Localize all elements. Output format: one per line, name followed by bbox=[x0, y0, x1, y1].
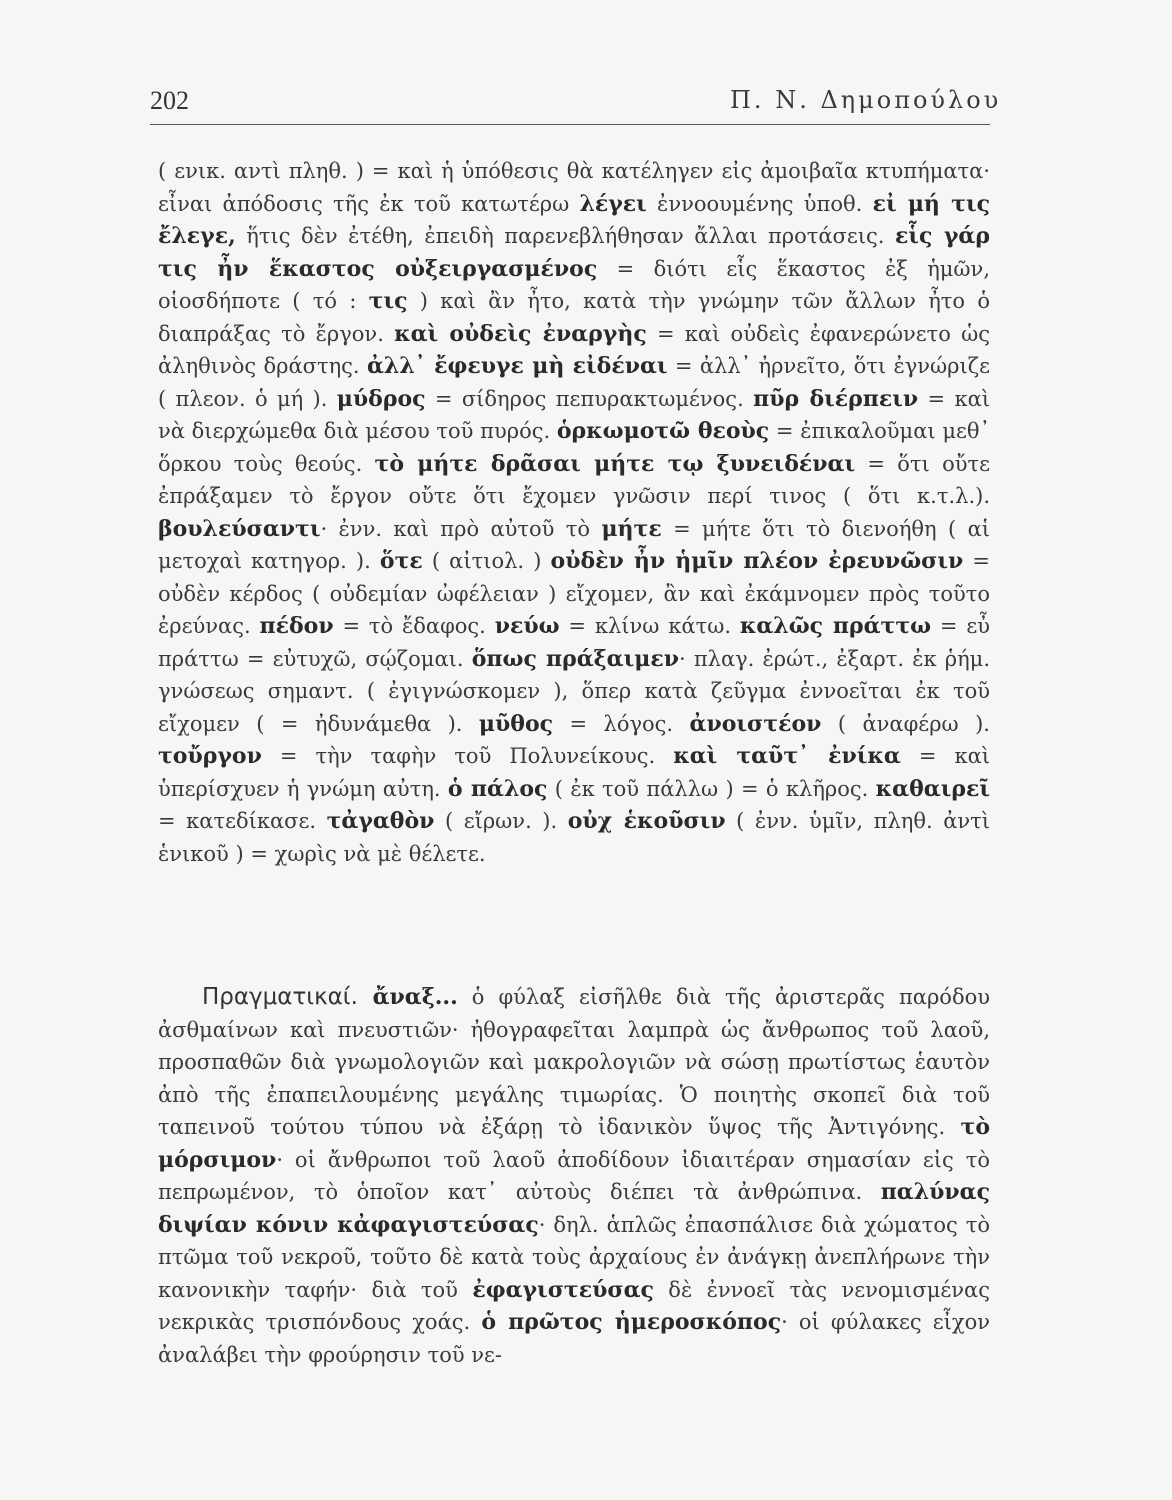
lemma: τις bbox=[368, 288, 408, 314]
gloss-text: = εὖ πράττω = εὐτυχῶ, σῴζομαι. bbox=[158, 614, 991, 671]
gloss-text: = ἐπικαλοῦμαι μεθ᾽ ὅρκου τοὺς θεούς. bbox=[158, 419, 990, 476]
gloss-text: ( εἴρων. ). bbox=[434, 809, 568, 833]
gloss-text: = καὶ ὑπερίσχυεν ἡ γνώμη αὐτη. bbox=[158, 744, 991, 801]
lemma: καθαιρεῖ bbox=[875, 775, 990, 802]
lemma: τὸ μήτε δρᾶσαι μήτε τῳ ξυνειδέναι bbox=[374, 450, 856, 477]
gloss-text: · πλαγ. ἐρώτ., ἐξαρτ. ἐκ ῥήμ. γνώσεως σημαντ. ( ἐγιγνώσκομεν ), ὅπερ κατὰ ζεῦγμα ἐννοεῖται ἐκ τοῦ εἴχομεν ( = ἠδυνάμεθα ). bbox=[158, 646, 991, 736]
lemma: καλῶς πράττω bbox=[739, 613, 932, 639]
gloss-text: = σίδηρος πεπυρακτωμένος. bbox=[425, 386, 754, 411]
lemma: εἰ μή τις ἔλεγε, bbox=[158, 190, 991, 249]
gloss-text: = καὶ οὐδεὶς ἐφανερώνετο ὡς ἀληθινὸς δράστης. bbox=[158, 321, 991, 378]
lemma: ὁρκωμοτῶ θεοὺς bbox=[556, 418, 770, 444]
gloss-text: = μήτε ὅτι τὸ διενοήθη ( αἱ μετοχαὶ κατηγορ. ). bbox=[158, 516, 990, 573]
lemma: τὸ μόρσιμον bbox=[158, 1114, 990, 1173]
lemma: τἀγαθὸν bbox=[326, 808, 435, 834]
gloss-text: = οὐδὲν κέρδος ( οὐδεμίαν ὠφέλειαν ) εἴχομεν, ἂν καὶ ἐκάμνομεν πρὸς τοῦτο ἐρεύνας. bbox=[158, 549, 990, 638]
gloss-text: = λόγος. bbox=[553, 711, 690, 736]
running-head: Π. Ν. Δημοπούλου bbox=[730, 86, 1002, 114]
section-heading: Πραγματικαί. bbox=[202, 984, 373, 1010]
lemma: ὅτε bbox=[379, 548, 423, 574]
gloss-text: ἥτις δὲν ἐτέθη, ἐπειδὴ παρενεβλήθησαν ἄλλαι προτάσεις. bbox=[235, 224, 895, 248]
lemma: πῦρ διέρπειν bbox=[753, 385, 919, 412]
lemma: ἄναξ... bbox=[372, 984, 458, 1010]
gloss-text: ( ἐνν. ὑμῖν, πληθ. ἀντὶ ἑνικοῦ ) = χωρὶς νὰ μὲ θέλετε. bbox=[158, 809, 990, 866]
header-rule bbox=[150, 124, 990, 125]
gloss-text: ( ενικ. αντὶ πληθ. ) = καὶ ἡ ὑπόθεσις θὰ κατέληγεν εἰς ἀμοιβαῖα κτυπήματα· εἶναι ἀπόδοσις τῆς ἐκ τοῦ κατωτέρω bbox=[158, 159, 990, 216]
lemma: μύδρος bbox=[336, 385, 426, 412]
gloss-text: ὁ φύλαξ εἰσῆλθε διὰ τῆς ἀριστερᾶς παρόδου ἀσθμαίνων καὶ πνευστιῶν· ἠθογραφεῖται λαμπρὰ ὡς ἄνθρωπος τοῦ λαοῦ, προσπαθῶν διὰ γνωμολογιῶν καὶ μακρολογιῶν νὰ σώσῃ πρωτίστως ἑαυτὸν ἀπὸ τῆς ἐπαπειλουμένης μεγάλης τιμωρίας. Ὁ ποιητὴς σκοπεῖ διὰ τοῦ ταπεινοῦ τούτου τύπου νὰ ἐξάρῃ τὸ ἰδανικὸν ὕψος τῆς Ἀντιγόνης. bbox=[158, 985, 991, 1139]
lemma: βουλεύσαντι bbox=[158, 515, 321, 542]
lemma: ἀλλ᾽ ἔφευγε μὴ εἰδέναι bbox=[366, 353, 668, 379]
gloss-text: ( αἰτιολ. ) bbox=[422, 549, 551, 573]
lemma: νεύω bbox=[494, 613, 560, 639]
gloss-text: · ἐνν. καὶ πρὸ αὐτοῦ τὸ bbox=[320, 516, 602, 541]
lemma: ἀνοιστέον bbox=[689, 710, 822, 737]
lemma: οὐχ ἑκοῦσιν bbox=[567, 808, 726, 834]
commentary-paragraph-2 bbox=[158, 981, 990, 1371]
gloss-text: = τὴν ταφὴν τοῦ Πολυνείκους. bbox=[261, 744, 674, 768]
lemma: ὁ πάλος bbox=[447, 775, 548, 802]
lemma: ἐφαγιστεύσας bbox=[472, 1276, 654, 1303]
gloss-text: = τὸ ἔδαφος. bbox=[333, 614, 495, 638]
lemma: λέγει bbox=[579, 190, 647, 217]
gloss-text: ( ἐκ τοῦ πάλλω ) = ὁ κλῆρος. bbox=[547, 776, 876, 801]
lemma: πέδον bbox=[259, 613, 334, 639]
lemma: μήτε bbox=[601, 515, 662, 542]
gloss-text: = διότι εἷς ἕκαστος ἐξ ἡμῶν, οἱοσδήποτε ( τό : bbox=[158, 256, 990, 313]
lemma: παλύνας διψίαν κόνιν κἀφαγιστεύσας bbox=[158, 1179, 990, 1238]
lemma: ὅπως πράξαιμεν bbox=[471, 645, 679, 672]
lemma: μῦθος bbox=[478, 710, 554, 737]
gloss-text: · δηλ. ἁπλῶς ἐπασπάλισε διὰ χώματος τὸ πτῶμα τοῦ νεκροῦ, τοῦτο δὲ κατὰ τοὺς ἀρχαίους ἐν ἀνάγκῃ ἀνεπλήρωνε τὴν κανονικὴν ταφήν· διὰ τοῦ bbox=[158, 1212, 990, 1302]
lemma: οὐδὲν ἦν ἡμῖν πλέον ἐρευνῶσιν bbox=[550, 548, 964, 574]
lemma: καὶ οὐδεὶς ἐναργὴς bbox=[394, 320, 647, 347]
lemma: ὁ πρῶτος ἡμεροσκόπος bbox=[481, 1309, 782, 1335]
gloss-text: ) καὶ ἂν ἦτο, κατὰ τὴν γνώμην τῶν ἄλλων ἦτο ὁ διαπράξας τὸ ἔργον. bbox=[158, 289, 990, 346]
lemma: καὶ ταῦτ᾽ ἐνίκα bbox=[673, 743, 901, 769]
page-number: 202 bbox=[150, 86, 189, 115]
commentary-paragraph-1 bbox=[158, 155, 990, 870]
lemma: τοὔργον bbox=[158, 743, 262, 769]
gloss-text: ἐννοουμένης ὑποθ. bbox=[646, 191, 873, 216]
gloss-text: · οἱ φύλακες εἶχον ἀναλάβει τὴν φρούρησιν τοῦ νε- bbox=[158, 1310, 990, 1367]
gloss-text: = καὶ νὰ διερχώμεθα διὰ μέσου τοῦ πυρός. bbox=[158, 386, 990, 443]
lemma: εἷς γάρ τις ἦν ἕκαστος οὐξειργασμένος bbox=[158, 223, 990, 282]
gloss-text: = ἀλλ᾽ ἠρνεῖτο, ὅτι ἐγνώριζε ( πλεον. ὁ μή ). bbox=[158, 354, 990, 411]
gloss-text: = ὅτι οὔτε ἐπράξαμεν τὸ ἔργον οὔτε ὅτι ἔχομεν γνῶσιν περί τινος ( ὅτι κ.τ.λ.). bbox=[158, 451, 990, 508]
gloss-text: δὲ ἐννοεῖ τὰς νενομισμένας νεκρικὰς τρισπόνδους χοάς. bbox=[158, 1277, 990, 1334]
gloss-text: = κλίνω κάτω. bbox=[559, 614, 740, 638]
gloss-text: · οἱ ἄνθρωποι τοῦ λαοῦ ἀποδίδουν ἰδιαιτέραν σημασίαν εἰς τὸ πεπρωμένον, τὸ ὁποῖον κατ᾽ αὐτοὺς διέπει τὰ ἀνθρώπινα. bbox=[158, 1147, 990, 1204]
gloss-text: ( ἀναφέρω ). bbox=[821, 711, 990, 736]
gloss-text: = κατεδίκασε. bbox=[158, 809, 327, 833]
